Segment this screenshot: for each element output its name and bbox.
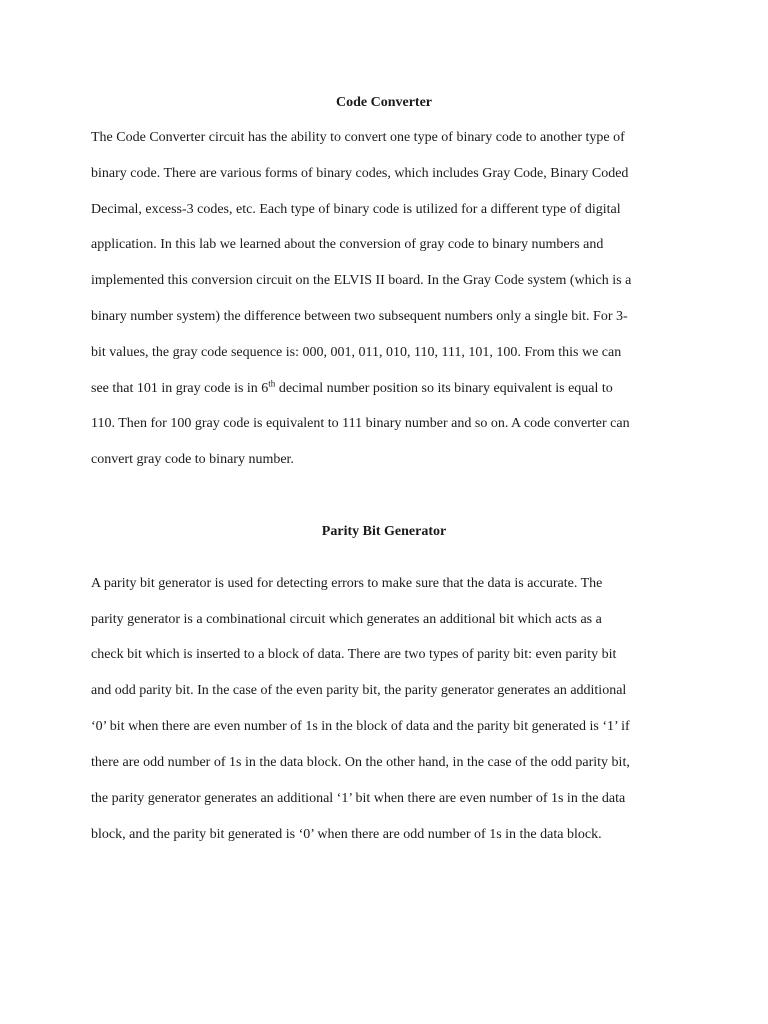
paragraph-line: check bit which is inserted to a block of data. There are two types of parity bit: even parity bit [91, 647, 617, 662]
section-title-code-converter: Code Converter [335, 95, 433, 110]
paragraph-line: there are odd number of 1s in the data block. On the other hand, in the case of the odd parity bit, [91, 755, 630, 770]
paragraph-line: ‘0’ bit when there are even number of 1s in the block of data and the parity bit generated is ‘1’ if [91, 719, 630, 734]
paragraph-line: application. In this lab we learned about the conversion of gray code to binary numbers and [91, 237, 604, 252]
paragraph-line: binary number system) the difference between two subsequent numbers only a single bit. For 3- [91, 309, 628, 324]
line-text-before: see that 101 in gray code is in 6 [91, 381, 269, 396]
paragraph-line-with-superscript [91, 380, 613, 398]
paragraph-line: A parity bit generator is used for detecting errors to make sure that the data is accurate. The [91, 576, 603, 591]
paragraph-line: 110. Then for 100 gray code is equivalent to 111 binary number and so on. A code converter can [91, 416, 630, 431]
paragraph-line: the parity generator generates an additional ‘1’ bit when there are even number of 1s in the data [91, 791, 626, 806]
paragraph-line: convert gray code to binary number. [91, 452, 294, 467]
ordinal-superscript: th [268, 378, 276, 389]
paragraph-line: implemented this conversion circuit on the ELVIS II board. In the Gray Code system (which is a [91, 273, 632, 288]
paragraph-line: and odd parity bit. In the case of the even parity bit, the parity generator generates an additional [91, 683, 627, 698]
line-text-after: decimal number position so its binary equivalent is equal to [275, 381, 613, 396]
paragraph-line: binary code. There are various forms of binary codes, which includes Gray Code, Binary Coded [91, 166, 629, 181]
paragraph-line: block, and the parity bit generated is ‘0’ when there are odd number of 1s in the data block. [91, 827, 602, 842]
paragraph-line: Decimal, excess-3 codes, etc. Each type of binary code is utilized for a different type of digital [91, 202, 621, 217]
paragraph-line: The Code Converter circuit has the ability to convert one type of binary code to another type of [91, 130, 625, 145]
paragraph-line: parity generator is a combinational circuit which generates an additional bit which acts as a [91, 612, 602, 627]
paragraph-line: bit values, the gray code sequence is: 000, 001, 011, 010, 110, 111, 101, 100. From this we can [91, 345, 622, 360]
section-title-parity-bit-generator: Parity Bit Generator [321, 524, 447, 539]
